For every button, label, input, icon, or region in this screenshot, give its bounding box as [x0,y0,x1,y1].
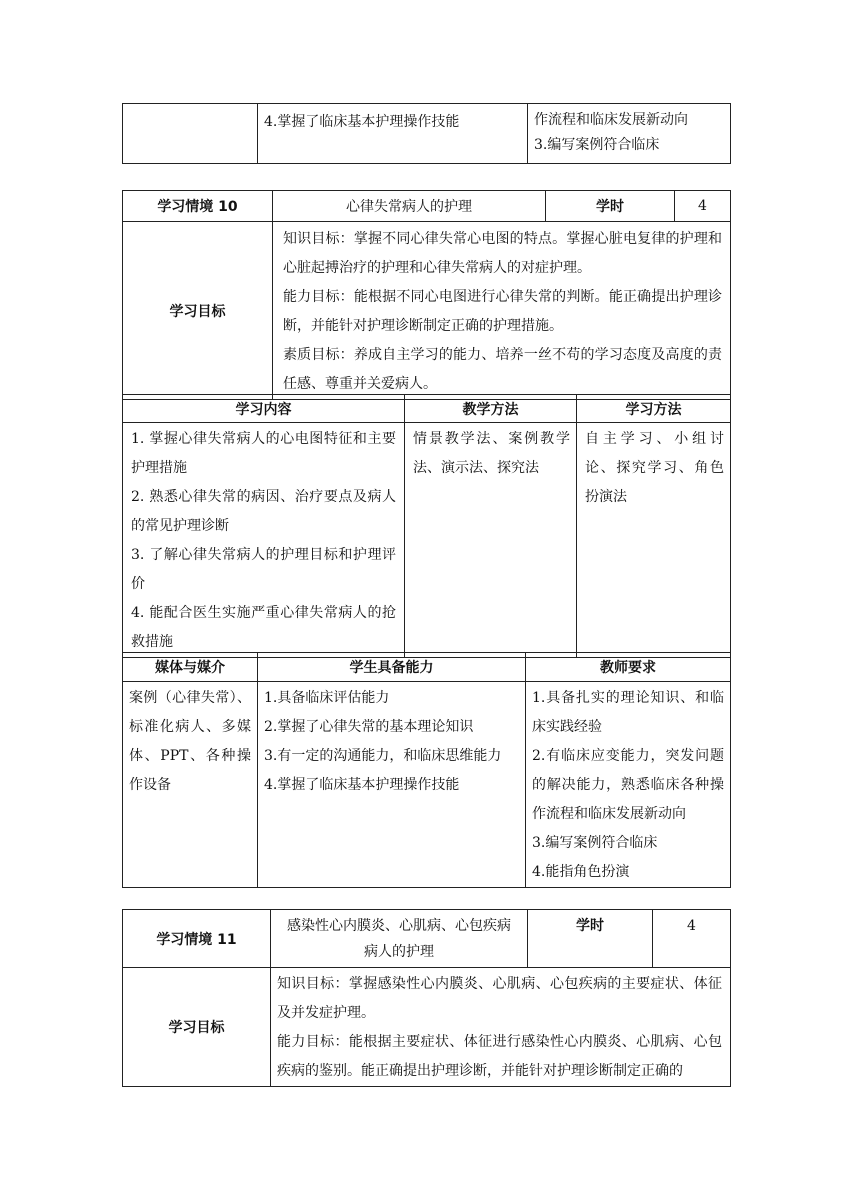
situation-title: 感染性心内膜炎、心肌病、心包疾病病人的护理 [287,917,511,960]
content-item: 4. 能配合医生实施严重心律失常病人的抢救措施 [131,605,396,650]
content-item: 1. 掌握心律失常病人的心电图特征和主要护理措施 [131,431,396,476]
goals-label: 学习目标 [123,968,271,1087]
hours-value: 4 [687,918,696,934]
goals-cell [271,968,731,1087]
content-cell [123,423,405,658]
hours-value-cell [653,910,731,968]
ability-item: 4.掌握了临床基本护理操作技能 [264,777,460,793]
hours-label: 学时 [546,191,675,222]
continued-empty-cell [123,104,258,164]
teacher-req-item: 1.具备扎实的理论知识、和临床实践经验 [532,690,724,735]
teaching-methods: 情景教学法、案例教学法、演示法、探究法 [413,431,570,476]
continued-table [122,103,731,164]
continued-teacher-cell [528,104,731,164]
teacher-line: 作流程和临床发展新动向 [534,112,688,128]
knowledge-goal: 知识目标：掌握感染性心内膜炎、心肌病、心包疾病的主要症状、体征及并发症护理。 [277,976,722,1021]
situation-11-table [122,909,731,1087]
ability-item: 3.有一定的沟通能力，和临床思维能力 [264,748,502,764]
abilities-cell [258,682,526,888]
learning-methods: 自主学习、小组讨论、探究学习、角色扮演法 [585,431,724,505]
goals-cell [273,222,731,400]
learning-methods-cell [577,423,731,658]
media-header: 媒体与媒介 [123,653,258,682]
situation-title: 心律失常病人的护理 [273,191,546,222]
teacher-header: 教师要求 [526,653,731,682]
continued-ability-cell [258,104,528,164]
quality-goal: 素质目标：养成自主学习的能力、培养一丝不苟的学习态度及高度的责任感、尊重并关爱病人。 [283,347,722,392]
ability-item: 1.具备临床评估能力 [264,690,390,706]
goals-label: 学习目标 [123,222,273,400]
ability-header: 学生具备能力 [258,653,526,682]
content-header: 学习内容 [123,395,405,423]
content-item: 3. 了解心律失常病人的护理目标和护理评价 [131,547,396,592]
ability-line: 4.掌握了临床基本护理操作技能 [264,114,460,130]
teacher-line: 3.编写案例符合临床 [534,137,660,153]
situation-label: 学习情境 11 [123,910,271,968]
teaching-method-header: 教学方法 [405,395,577,423]
teacher-req-item: 2.有临床应变能力，突发问题的解决能力，熟悉临床各种操作流程和临床发展新动向 [532,748,724,822]
knowledge-goal: 知识目标：掌握不同心律失常心电图的特点。掌握心脏电复律的护理和心脏起搏治疗的护理和心律失常病人的对症护理。 [283,231,722,276]
learning-method-header: 学习方法 [577,395,731,423]
ability-item: 2.掌握了心律失常的基本理论知识 [264,719,474,735]
hours-value: 4 [675,191,731,222]
teaching-methods-cell [405,423,577,658]
ability-goal: 能力目标：能根据主要症状、体征进行感染性心内膜炎、心肌病、心包疾病的鉴别。能正确提出护理诊断，并能针对护理诊断制定正确的 [277,1034,722,1079]
hours-label-cell [528,910,653,968]
ability-goal: 能力目标：能根据不同心电图进行心律失常的判断。能正确提出护理诊断，并能针对护理诊断制定正确的护理措施。 [283,289,722,334]
media-cell [123,682,258,888]
hours-label: 学时 [576,918,604,934]
situation-10-methods-table [122,394,731,658]
content-item: 2. 熟悉心律失常的病因、治疗要点及病人的常见护理诊断 [131,489,396,534]
teacher-req-item: 4.能指角色扮演 [532,864,630,880]
teacher-reqs-cell [526,682,731,888]
situation-title-cell [271,910,528,968]
situation-10-resources-table [122,652,731,888]
situation-label: 学习情境 10 [123,191,273,222]
teacher-req-item: 3.编写案例符合临床 [532,835,658,851]
media-text: 案例（心律失常）、标准化病人、多媒体、PPT、各种操作设备 [129,690,251,793]
situation-10-header-table [122,190,731,400]
